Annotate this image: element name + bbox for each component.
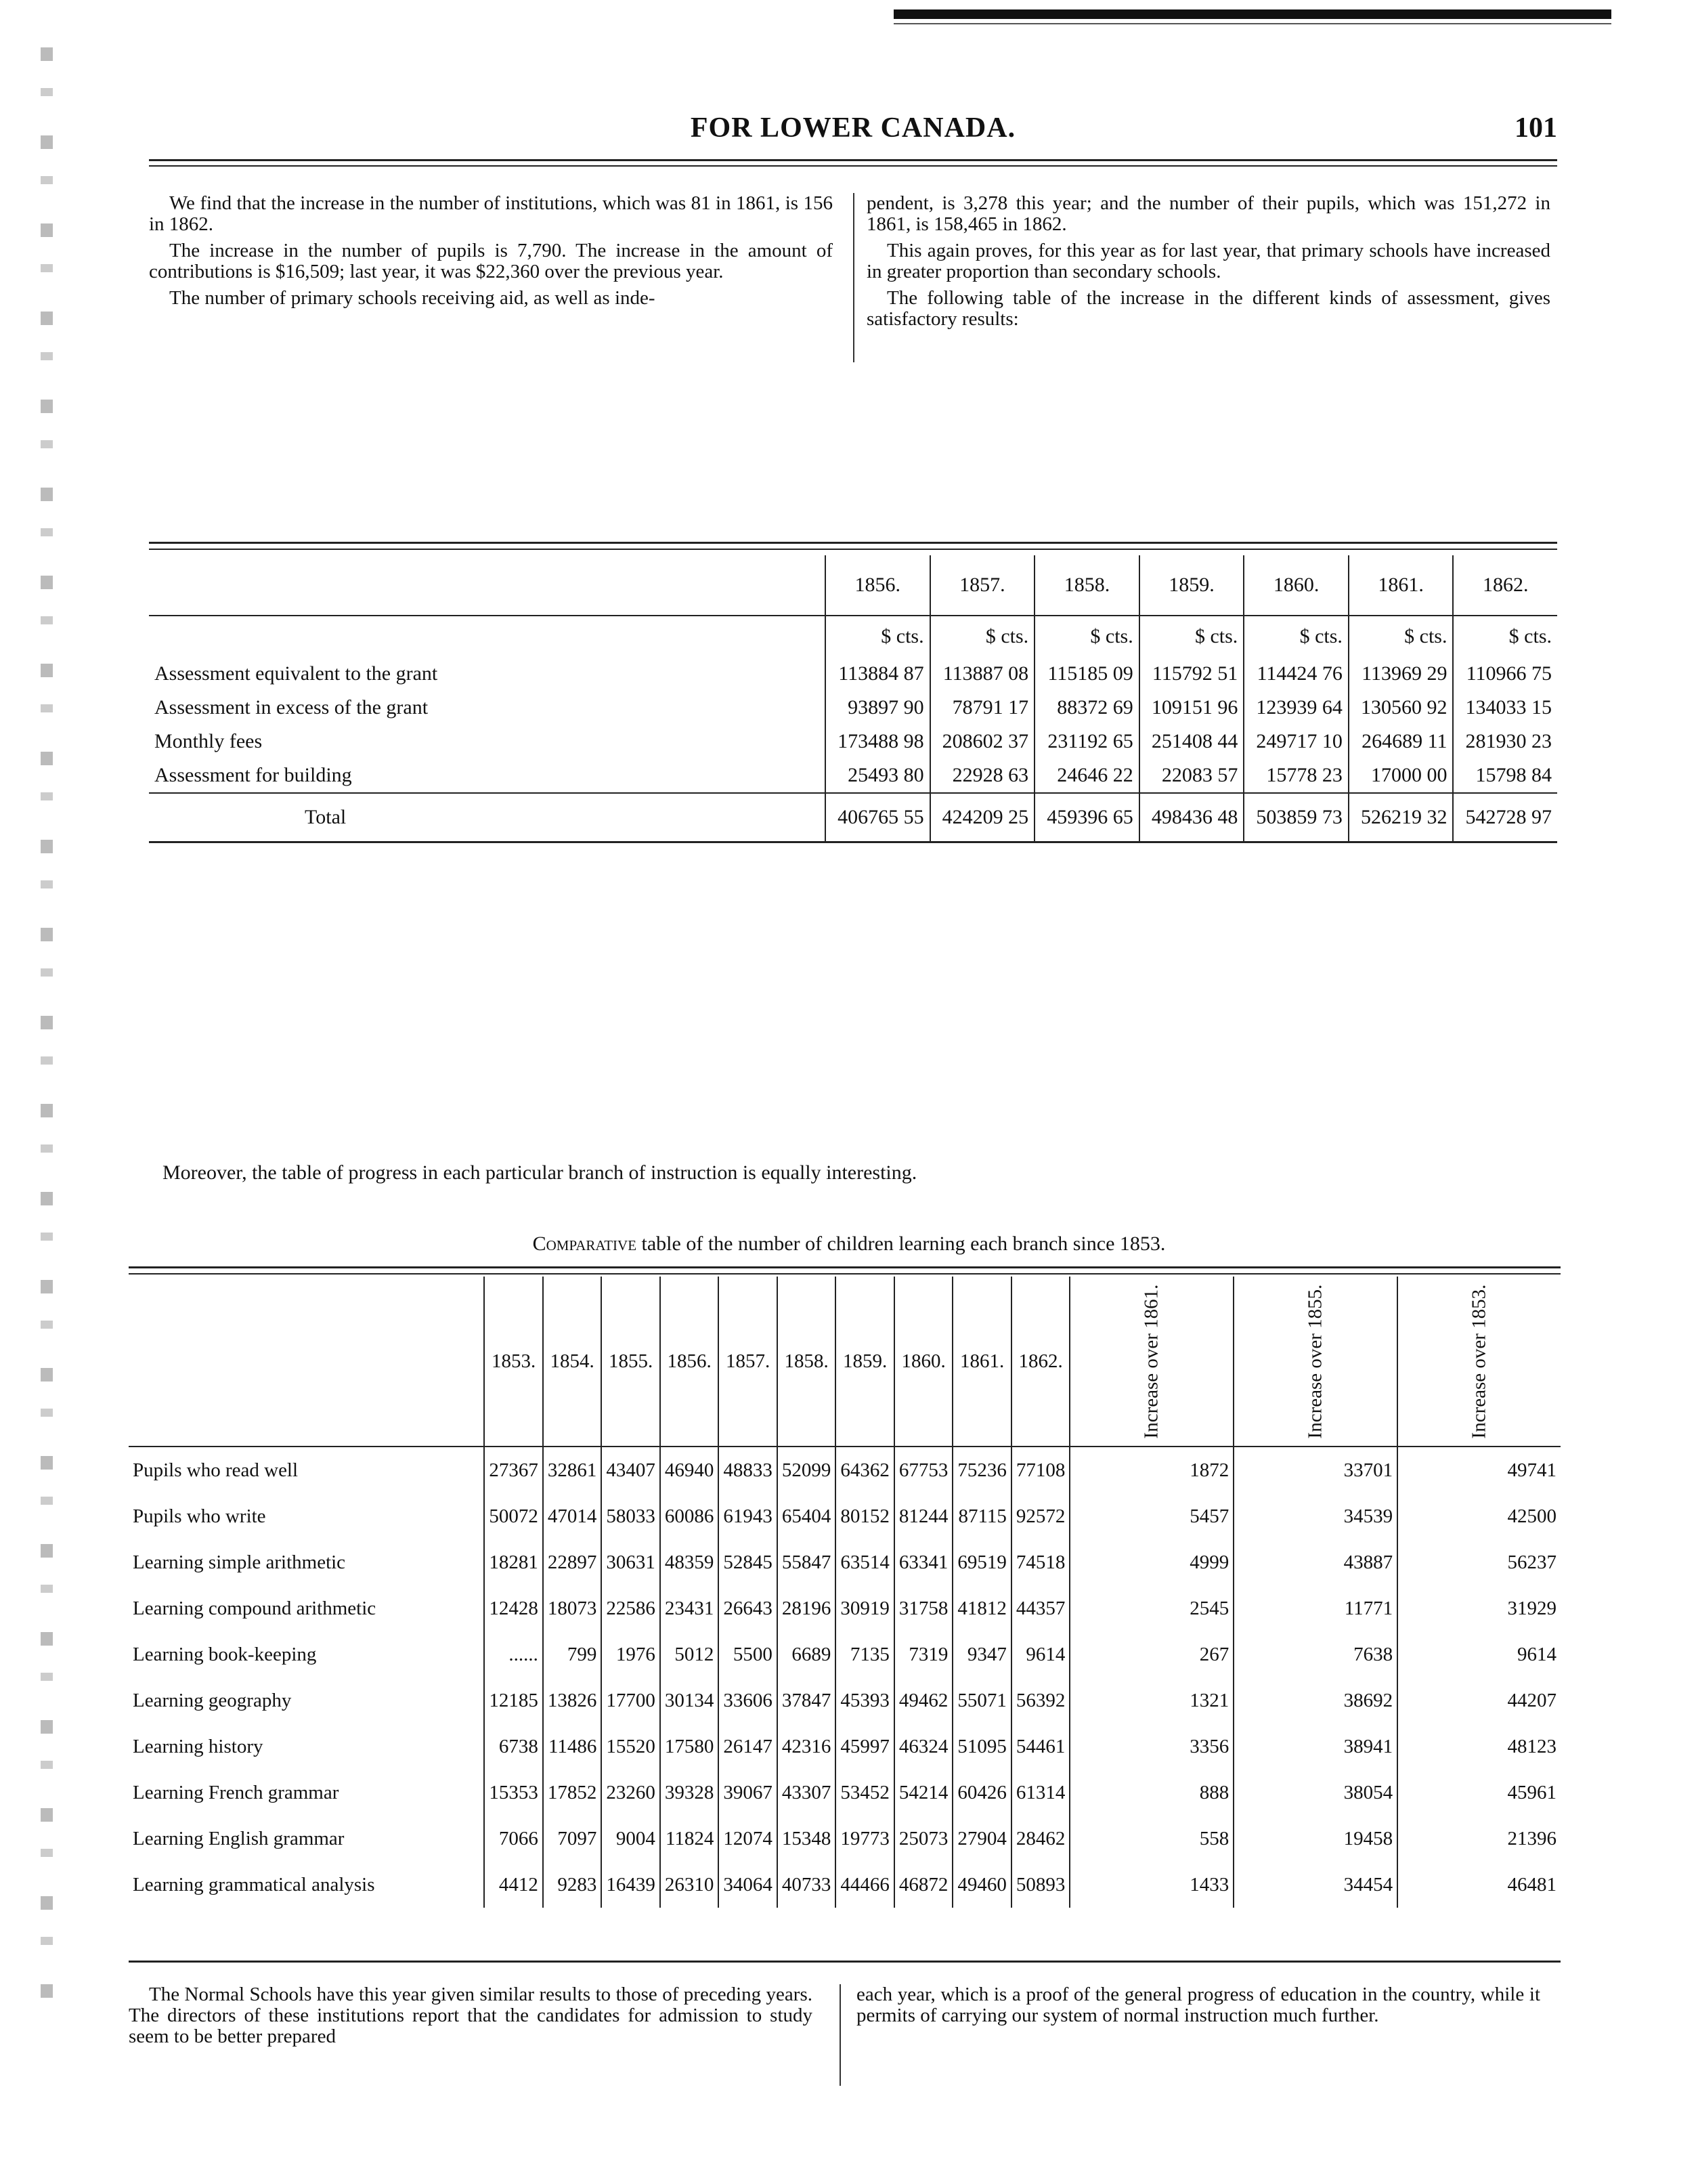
cell-value: 47014 <box>543 1493 602 1539</box>
total-value: 406765 55 <box>825 793 930 842</box>
assessment-table-top-rule-double <box>149 549 1557 550</box>
cell-value: ...... <box>484 1631 543 1677</box>
year-header: 1855. <box>601 1277 660 1447</box>
cell-value: 46872 <box>894 1862 953 1908</box>
header-rule <box>149 159 1557 161</box>
cell-value: 54461 <box>1011 1723 1070 1770</box>
cell-value: 12074 <box>718 1816 777 1862</box>
cell-value: 48359 <box>660 1539 719 1585</box>
cell-value: 30134 <box>660 1677 719 1723</box>
cell-value: 22586 <box>601 1585 660 1631</box>
assessment-table-top-rule <box>149 542 1557 544</box>
cell-value: 28462 <box>1011 1816 1070 1862</box>
cell-value: 50072 <box>484 1493 543 1539</box>
cell-value: 78791 17 <box>930 691 1035 725</box>
cell-value: 11486 <box>543 1723 602 1770</box>
table-row <box>129 1447 1561 1493</box>
cell-value: 92572 <box>1011 1493 1070 1539</box>
binding-edge-artifact <box>41 47 53 2011</box>
cell-value: 231192 65 <box>1035 725 1139 758</box>
increase-header <box>1234 1277 1397 1447</box>
cell-value: 37847 <box>777 1677 836 1723</box>
cell-value: 6738 <box>484 1723 543 1770</box>
year-header: 1858. <box>777 1277 836 1447</box>
total-value: 459396 65 <box>1035 793 1139 842</box>
cell-value: 6689 <box>777 1631 836 1677</box>
cell-value: 115792 51 <box>1139 657 1244 691</box>
cell-value: 7135 <box>835 1631 894 1677</box>
year-header: 1856. <box>825 555 930 616</box>
unit-label: $ cts. <box>1244 616 1349 657</box>
year-header: 1860. <box>894 1277 953 1447</box>
cell-value: 45393 <box>835 1677 894 1723</box>
table-row <box>129 1723 1561 1770</box>
year-header: 1858. <box>1035 555 1139 616</box>
cell-value: 26310 <box>660 1862 719 1908</box>
cell-value: 9283 <box>543 1862 602 1908</box>
increase-header <box>1070 1277 1234 1447</box>
cell-value: 52845 <box>718 1539 777 1585</box>
cell-value: 34064 <box>718 1862 777 1908</box>
cell-value: 4999 <box>1070 1539 1234 1585</box>
cell-value: 558 <box>1070 1816 1234 1862</box>
increase-header <box>1397 1277 1561 1447</box>
cell-value: 113884 87 <box>825 657 930 691</box>
year-header: 1860. <box>1244 555 1349 616</box>
cell-value: 22897 <box>543 1539 602 1585</box>
cell-value: 281930 23 <box>1453 725 1557 758</box>
year-header: 1859. <box>1139 555 1244 616</box>
table-row <box>129 1816 1561 1862</box>
cell-value: 54214 <box>894 1770 953 1816</box>
cell-value: 26643 <box>718 1585 777 1631</box>
cell-value: 51095 <box>953 1723 1011 1770</box>
row-label: Learning compound arithmetic <box>133 1597 376 1619</box>
table-row <box>129 1585 1561 1631</box>
cell-value: 52099 <box>777 1447 836 1493</box>
cell-value: 1321 <box>1070 1677 1234 1723</box>
assessment-year-header-row <box>149 555 1557 616</box>
cell-value: 249717 10 <box>1244 725 1349 758</box>
table-caption <box>0 1233 1698 1256</box>
year-header: 1861. <box>953 1277 1011 1447</box>
cell-value: 18073 <box>543 1585 602 1631</box>
cell-value: 130560 92 <box>1349 691 1454 725</box>
cell-value: 31929 <box>1397 1585 1561 1631</box>
cell-value: 251408 44 <box>1139 725 1244 758</box>
cell-value: 42316 <box>777 1723 836 1770</box>
assessment-header-blank <box>149 555 825 616</box>
cell-value: 23431 <box>660 1585 719 1631</box>
cell-value: 11824 <box>660 1816 719 1862</box>
cell-value: 15348 <box>777 1816 836 1862</box>
intro-columns <box>149 193 1557 362</box>
cell-value: 4412 <box>484 1862 543 1908</box>
cell-value: 65404 <box>777 1493 836 1539</box>
cell-value: 48833 <box>718 1447 777 1493</box>
cell-value: 77108 <box>1011 1447 1070 1493</box>
cell-value: 109151 96 <box>1139 691 1244 725</box>
cell-value: 9614 <box>1011 1631 1070 1677</box>
table-row <box>149 758 1557 793</box>
table-row <box>129 1677 1561 1723</box>
cell-value: 28196 <box>777 1585 836 1631</box>
cell-value: 53452 <box>835 1770 894 1816</box>
cell-value: 56392 <box>1011 1677 1070 1723</box>
cell-value: 87115 <box>953 1493 1011 1539</box>
cell-value: 2545 <box>1070 1585 1234 1631</box>
cell-value: 5457 <box>1070 1493 1234 1539</box>
cell-value: 30631 <box>601 1539 660 1585</box>
cell-value: 60426 <box>953 1770 1011 1816</box>
intro-paragraph: The increase in the number of pupils is 7,790. The increase in the amount of contributions is $16,509; last year, it was $22,360 over the previous year. <box>149 240 833 282</box>
cell-value: 15353 <box>484 1770 543 1816</box>
cell-value: 48123 <box>1397 1723 1561 1770</box>
page-header <box>149 112 1557 152</box>
cell-value: 88372 69 <box>1035 691 1139 725</box>
cell-value: 43887 <box>1234 1539 1397 1585</box>
row-label: Pupils who write <box>133 1505 266 1527</box>
cell-value: 46324 <box>894 1723 953 1770</box>
intro-left-column <box>149 193 833 314</box>
cell-value: 264689 11 <box>1349 725 1454 758</box>
increase-header-text: Increase over 1853. <box>1468 1284 1490 1438</box>
cell-value: 55847 <box>777 1539 836 1585</box>
cell-value: 34454 <box>1234 1862 1397 1908</box>
cell-value: 21396 <box>1397 1816 1561 1862</box>
cell-value: 1433 <box>1070 1862 1234 1908</box>
cell-value: 45961 <box>1397 1770 1561 1816</box>
closing-paragraph: The Normal Schools have this year given similar results to those of preceding years. The directors of these institutions report that the candidates for admission to study seem to be better prepared <box>129 1984 812 2047</box>
cell-value: 42500 <box>1397 1493 1561 1539</box>
year-header: 1862. <box>1011 1277 1070 1447</box>
total-row <box>149 793 1557 842</box>
total-value: 503859 73 <box>1244 793 1349 842</box>
cell-value: 33606 <box>718 1677 777 1723</box>
cell-value: 41812 <box>953 1585 1011 1631</box>
table-row <box>129 1862 1561 1908</box>
intro-paragraph: pendent, is 3,278 this year; and the number of their pupils, which was 151,272 in 1861, is 158,465 in 1862. <box>867 192 1550 235</box>
branch-header-blank <box>129 1277 484 1447</box>
row-label: Learning simple arithmetic <box>133 1551 346 1573</box>
table-row <box>149 691 1557 725</box>
cell-value: 75236 <box>953 1447 1011 1493</box>
closing-left-column <box>129 1984 812 2053</box>
cell-value: 17700 <box>601 1677 660 1723</box>
table-row <box>129 1631 1561 1677</box>
year-header: 1862. <box>1453 555 1557 616</box>
cell-value: 12185 <box>484 1677 543 1723</box>
cell-value: 63341 <box>894 1539 953 1585</box>
row-label: Learning history <box>133 1735 263 1757</box>
year-header: 1861. <box>1349 555 1454 616</box>
row-label: Assessment for building <box>154 764 352 786</box>
header-rule-double <box>149 165 1557 167</box>
row-label: Learning English grammar <box>133 1827 345 1849</box>
table-row <box>129 1770 1561 1816</box>
cell-value: 67753 <box>894 1447 953 1493</box>
cell-value: 38054 <box>1234 1770 1397 1816</box>
cell-value: 24646 22 <box>1035 758 1139 793</box>
cell-value: 1976 <box>601 1631 660 1677</box>
cell-value: 64362 <box>835 1447 894 1493</box>
cell-value: 81244 <box>894 1493 953 1539</box>
row-label: Monthly fees <box>154 730 263 752</box>
cell-value: 30919 <box>835 1585 894 1631</box>
row-label: Pupils who read well <box>133 1459 299 1481</box>
row-label: Learning geography <box>133 1689 292 1711</box>
row-label: Learning book-keeping <box>133 1643 317 1665</box>
cell-value: 27367 <box>484 1447 543 1493</box>
cell-value: 80152 <box>835 1493 894 1539</box>
cell-value: 25073 <box>894 1816 953 1862</box>
progress-paragraph: Moreover, the table of progress in each particular branch of instruction is equally interesting. <box>162 1161 917 1184</box>
row-label: Learning grammatical analysis <box>133 1873 375 1896</box>
cell-value: 40733 <box>777 1862 836 1908</box>
cell-value: 45997 <box>835 1723 894 1770</box>
cell-value: 5500 <box>718 1631 777 1677</box>
year-header: 1856. <box>660 1277 719 1447</box>
branch-table-top-rule-double <box>129 1273 1561 1275</box>
cell-value: 44466 <box>835 1862 894 1908</box>
cell-value: 799 <box>543 1631 602 1677</box>
cell-value: 16439 <box>601 1862 660 1908</box>
cell-value: 63514 <box>835 1539 894 1585</box>
running-title: FOR LOWER CANADA. <box>690 112 1016 144</box>
row-label: Learning French grammar <box>133 1781 339 1803</box>
cell-value: 208602 37 <box>930 725 1035 758</box>
cell-value: 26147 <box>718 1723 777 1770</box>
cell-value: 7319 <box>894 1631 953 1677</box>
cell-value: 115185 09 <box>1035 657 1139 691</box>
cell-value: 134033 15 <box>1453 691 1557 725</box>
page-number: 101 <box>1515 112 1557 144</box>
closing-right-column <box>856 1984 1540 2032</box>
branch-table-bottom-rule <box>129 1961 1561 1963</box>
unit-label: $ cts. <box>825 616 930 657</box>
branch-header-row <box>129 1277 1561 1447</box>
cell-value: 49462 <box>894 1677 953 1723</box>
cell-value: 55071 <box>953 1677 1011 1723</box>
cell-value: 7638 <box>1234 1631 1397 1677</box>
top-decorative-rule <box>894 9 1611 19</box>
intro-paragraph: We find that the increase in the number of institutions, which was 81 in 1861, is 156 in 1862. <box>149 192 833 235</box>
year-header: 1857. <box>930 555 1035 616</box>
branch-table <box>129 1277 1561 1908</box>
increase-header-text: Increase over 1861. <box>1140 1284 1162 1438</box>
cell-value: 15520 <box>601 1723 660 1770</box>
unit-row <box>149 616 1557 657</box>
cell-value: 33701 <box>1234 1447 1397 1493</box>
cell-value: 19773 <box>835 1816 894 1862</box>
cell-value: 25493 80 <box>825 758 930 793</box>
total-value: 526219 32 <box>1349 793 1454 842</box>
intro-paragraph: The following table of the increase in the different kinds of assessment, gives satisfactory results: <box>867 287 1550 330</box>
cell-value: 46940 <box>660 1447 719 1493</box>
cell-value: 13826 <box>543 1677 602 1723</box>
cell-value: 43307 <box>777 1770 836 1816</box>
cell-value: 58033 <box>601 1493 660 1539</box>
caption-rest: table of the number of children learning each branch since 1853. <box>636 1233 1166 1255</box>
cell-value: 23260 <box>601 1770 660 1816</box>
caption-lead: Comparative <box>532 1233 637 1255</box>
cell-value: 38692 <box>1234 1677 1397 1723</box>
cell-value: 1872 <box>1070 1447 1234 1493</box>
cell-value: 27904 <box>953 1816 1011 1862</box>
cell-value: 9614 <box>1397 1631 1561 1677</box>
cell-value: 5012 <box>660 1631 719 1677</box>
unit-label: $ cts. <box>1453 616 1557 657</box>
cell-value: 267 <box>1070 1631 1234 1677</box>
cell-value: 44357 <box>1011 1585 1070 1631</box>
total-value: 542728 97 <box>1453 793 1557 842</box>
cell-value: 38941 <box>1234 1723 1397 1770</box>
unit-row-blank <box>149 616 825 657</box>
cell-value: 22928 63 <box>930 758 1035 793</box>
column-divider <box>853 193 854 362</box>
table-row <box>129 1493 1561 1539</box>
unit-label: $ cts. <box>1139 616 1244 657</box>
cell-value: 19458 <box>1234 1816 1397 1862</box>
cell-value: 56237 <box>1397 1539 1561 1585</box>
intro-paragraph: This again proves, for this year as for last year, that primary schools have increased in greater proportion than secondary schools. <box>867 240 1550 282</box>
intro-paragraph: The number of primary schools receiving aid, as well as inde- <box>169 287 655 309</box>
cell-value: 17852 <box>543 1770 602 1816</box>
cell-value: 18281 <box>484 1539 543 1585</box>
total-label: Total <box>305 806 347 828</box>
cell-value: 22083 57 <box>1139 758 1244 793</box>
table-row <box>129 1539 1561 1585</box>
cell-value: 39328 <box>660 1770 719 1816</box>
cell-value: 49460 <box>953 1862 1011 1908</box>
cell-value: 888 <box>1070 1770 1234 1816</box>
row-label: Assessment in excess of the grant <box>154 696 429 719</box>
year-header: 1853. <box>484 1277 543 1447</box>
cell-value: 39067 <box>718 1770 777 1816</box>
branch-table-top-rule <box>129 1266 1561 1268</box>
cell-value: 9004 <box>601 1816 660 1862</box>
cell-value: 44207 <box>1397 1677 1561 1723</box>
cell-value: 61314 <box>1011 1770 1070 1816</box>
branch-table-body <box>129 1447 1561 1908</box>
cell-value: 3356 <box>1070 1723 1234 1770</box>
cell-value: 11771 <box>1234 1585 1397 1631</box>
cell-value: 7097 <box>543 1816 602 1862</box>
cell-value: 7066 <box>484 1816 543 1862</box>
cell-value: 114424 76 <box>1244 657 1349 691</box>
cell-value: 60086 <box>660 1493 719 1539</box>
cell-value: 9347 <box>953 1631 1011 1677</box>
cell-value: 12428 <box>484 1585 543 1631</box>
table-row <box>149 725 1557 758</box>
cell-value: 110966 75 <box>1453 657 1557 691</box>
closing-columns <box>129 1984 1561 2086</box>
cell-value: 31758 <box>894 1585 953 1631</box>
cell-value: 17000 00 <box>1349 758 1454 793</box>
unit-label: $ cts. <box>1349 616 1454 657</box>
cell-value: 17580 <box>660 1723 719 1770</box>
cell-value: 173488 98 <box>825 725 930 758</box>
cell-value: 113887 08 <box>930 657 1035 691</box>
cell-value: 46481 <box>1397 1862 1561 1908</box>
cell-value: 123939 64 <box>1244 691 1349 725</box>
unit-label: $ cts. <box>1035 616 1139 657</box>
cell-value: 69519 <box>953 1539 1011 1585</box>
cell-value: 15778 23 <box>1244 758 1349 793</box>
cell-value: 32861 <box>543 1447 602 1493</box>
unit-label: $ cts. <box>930 616 1035 657</box>
cell-value: 15798 84 <box>1453 758 1557 793</box>
total-value: 424209 25 <box>930 793 1035 842</box>
cell-value: 113969 29 <box>1349 657 1454 691</box>
cell-value: 74518 <box>1011 1539 1070 1585</box>
closing-paragraph: each year, which is a proof of the general progress of education in the country, while it permits of carrying our system of normal instruction much further. <box>856 1984 1540 2026</box>
cell-value: 50893 <box>1011 1862 1070 1908</box>
year-header: 1857. <box>718 1277 777 1447</box>
table-row <box>149 657 1557 691</box>
cell-value: 93897 90 <box>825 691 930 725</box>
year-header: 1854. <box>543 1277 602 1447</box>
top-thin-rule <box>894 23 1611 24</box>
intro-right-column <box>867 193 1550 335</box>
column-divider <box>840 1984 841 2086</box>
increase-header-text: Increase over 1855. <box>1304 1284 1326 1438</box>
cell-value: 43407 <box>601 1447 660 1493</box>
year-header: 1859. <box>835 1277 894 1447</box>
cell-value: 34539 <box>1234 1493 1397 1539</box>
total-value: 498436 48 <box>1139 793 1244 842</box>
cell-value: 61943 <box>718 1493 777 1539</box>
assessment-table <box>149 555 1557 843</box>
row-label: Assessment equivalent to the grant <box>154 662 438 685</box>
cell-value: 49741 <box>1397 1447 1561 1493</box>
